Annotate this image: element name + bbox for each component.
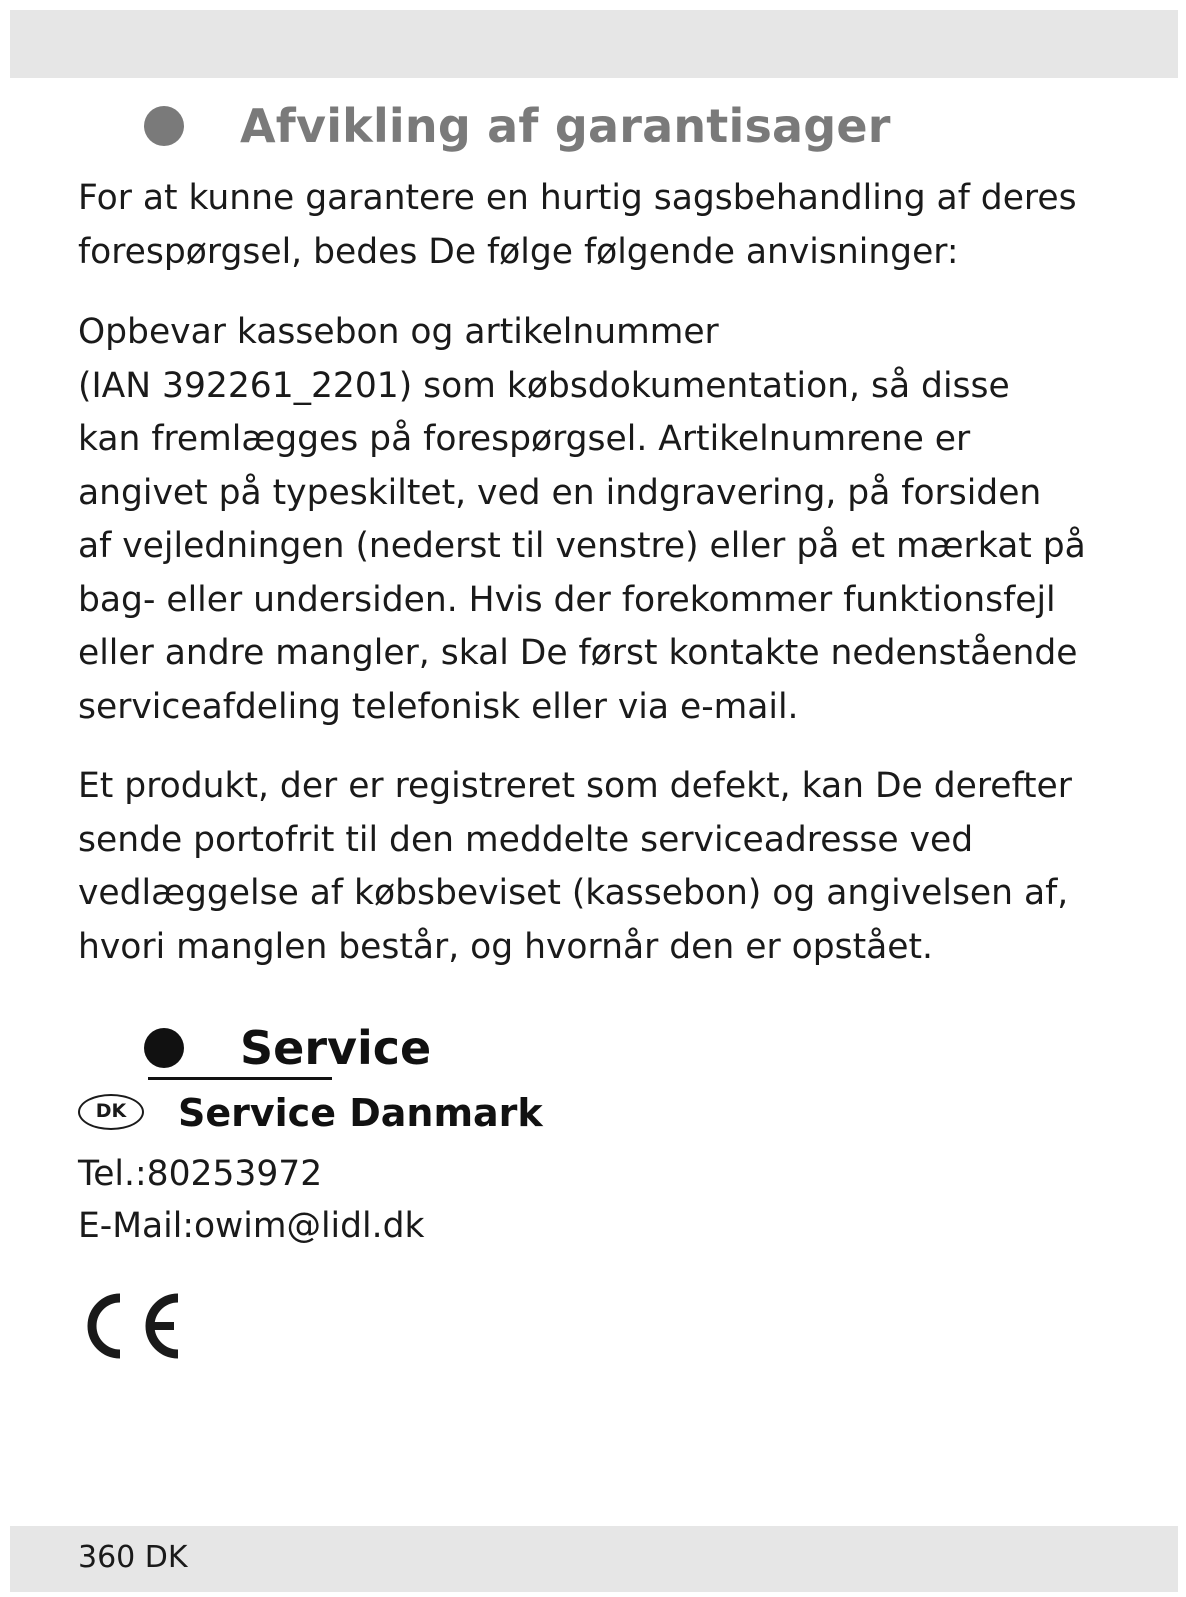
country-badge-icon: DK [78,1094,144,1130]
text-line: For at kunne garantere en hurtig sagsbehandling af deres [78,178,1077,218]
text-line: af vejledningen (nederst til venstre) eller på et mærkat på [78,526,1086,566]
section-title: Service [240,1021,432,1075]
section-title: Afvikling af garantisager [240,99,891,153]
ce-mark-icon [76,1286,186,1366]
page-number: 360 DK [78,1540,188,1575]
section-heading-warranty [0,96,1186,156]
service-country-title: Service Danmark [178,1091,543,1135]
bullet-icon [144,1028,184,1068]
text-line: kan fremlægges på forespørgsel. Artikelnumrene er [78,419,971,459]
text-line: (IAN 392261_2201) som købsdokumentation, så disse [78,365,1010,406]
warranty-instructions-paragraph [78,306,1138,734]
text-line: forespørgsel, bedes De følge følgende anvisninger: [78,231,959,272]
bullet-icon [144,106,184,146]
text-line: bag- eller undersiden. Hvis der forekommer funktionsfejl [78,579,1056,620]
section-heading-service [0,1018,1186,1078]
text-line: Opbevar kassebon og artikelnummer [78,312,719,352]
service-email: E-Mail:owim@lidl.dk [78,1206,425,1246]
service-country-row [78,1088,778,1140]
warranty-shipping-paragraph [78,760,1138,974]
heading-underline [148,1077,332,1080]
text-line: angivet på typeskiltet, ved en indgravering, på forsiden [78,472,1042,513]
service-phone: Tel.:80253972 [78,1154,323,1194]
text-line: eller andre mangler, skal De først kontakte nedenstående [78,633,1078,673]
text-line: sende portofrit til den meddelte serviceadresse ved [78,819,974,860]
header-band [10,10,1178,78]
text-line: vedlæggelse af købsbeviset (kassebon) og angivelsen af, [78,873,1069,913]
warranty-intro-paragraph [78,172,1138,279]
text-line: serviceafdeling telefonisk eller via e-mail. [78,686,799,727]
text-line: Et produkt, der er registreret som defekt, kan De derefter [78,766,1072,806]
text-line: hvori manglen består, og hvornår den er opstået. [78,926,933,967]
